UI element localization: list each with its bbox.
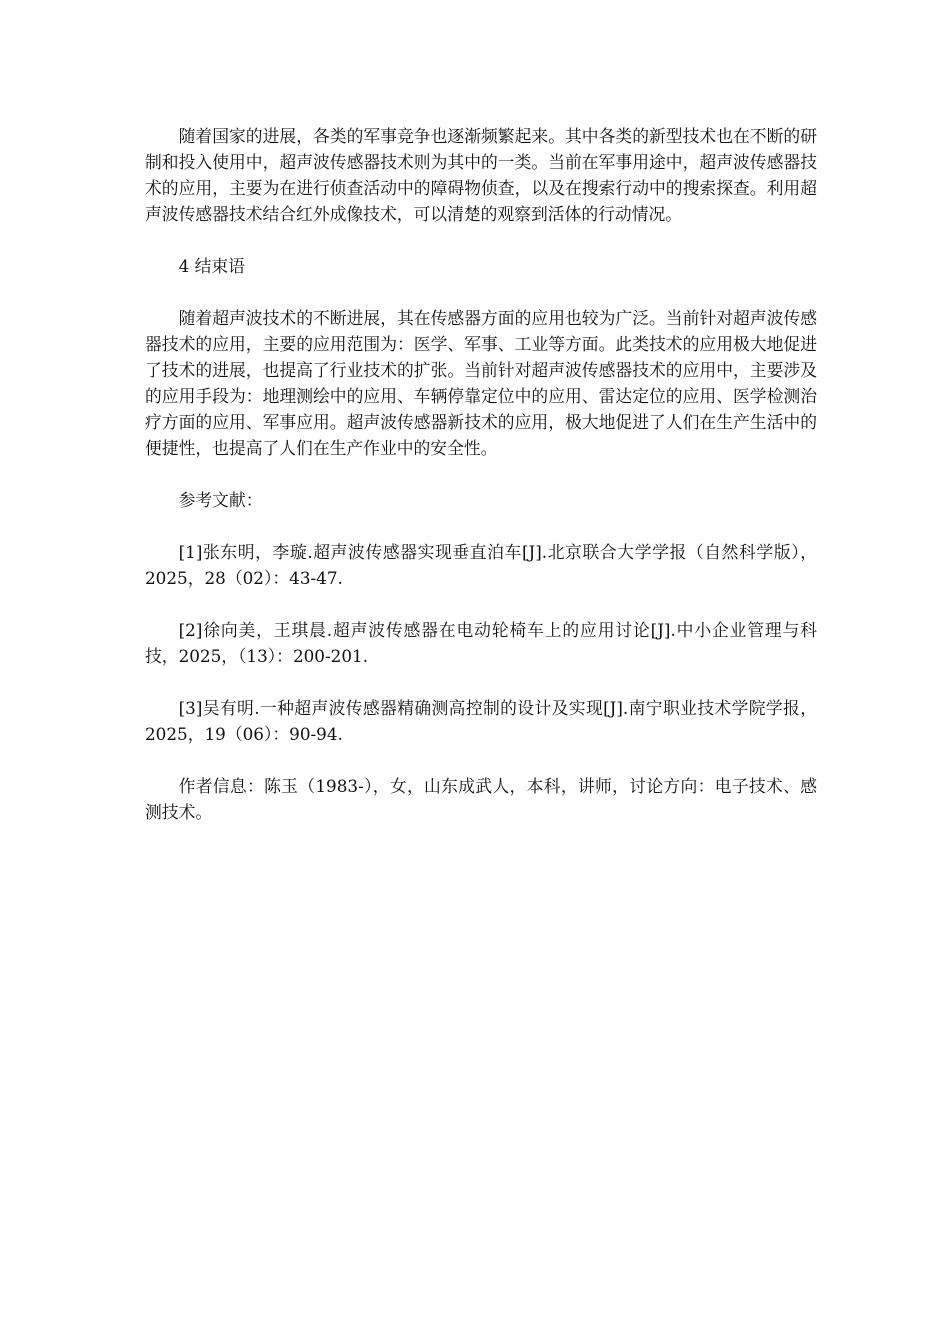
paragraph-conclusion: 随着超声波技术的不断进展，其在传感器方面的应用也较为广泛。当前针对超声波传感器技术的应用，主要的应用范围为：医学、军事、工业等方面。此类技术的应用极大地促进了技术的进展，也提高了行业技术的扩张。当前针对超声波传感器技术的应用中，主要涉及的应用手段为：地理测绘中的应用、车辆停靠定位中的应用、雷达定位的应用、医学检测治疗方面的应用、军事应用。超声波传感器新技术的应用，极大地促进了人们在生产生活中的便捷性，也提高了人们在生产作业中的安全性。 bbox=[145, 308, 817, 458]
section-heading-conclusion: 4 结束语 bbox=[178, 256, 245, 276]
references-heading: 参考文献： bbox=[178, 490, 263, 510]
paragraph-military-application: 随着国家的进展，各类的军事竞争也逐渐频繁起来。其中各类的新型技术也在不断的研制和投入使用中，超声波传感器技术则为其中的一类。当前在军事用途中，超声波传感器技术的应用，主要为在进行侦查活动中的障碍物侦查，以及在搜索行动中的搜索探查。利用超声波传感器技术结合红外成像技术，可以清楚的观察到活体的行动情况。 bbox=[145, 126, 817, 224]
reference-item-3: [3]吴有明.一种超声波传感器精确测高控制的设计及实现[J].南宁职业技术学院学报，2025，19（06）：90-94. bbox=[145, 698, 817, 744]
reference-item-1: [1]张东明，李璇.超声波传感器实现垂直泊车[J].北京联合大学学报（自然科学版），2025，28（02）：43-47. bbox=[145, 542, 817, 588]
reference-item-2: [2]徐向美，王琪晨.超声波传感器在电动轮椅车上的应用讨论[J].中小企业管理与科技，2025，（13）：200-201. bbox=[145, 620, 817, 666]
author-info: 作者信息：陈玉（1983-），女，山东成武人，本科，讲师，讨论方向：电子技术、感测技术。 bbox=[145, 776, 817, 822]
document-page bbox=[145, 123, 817, 851]
